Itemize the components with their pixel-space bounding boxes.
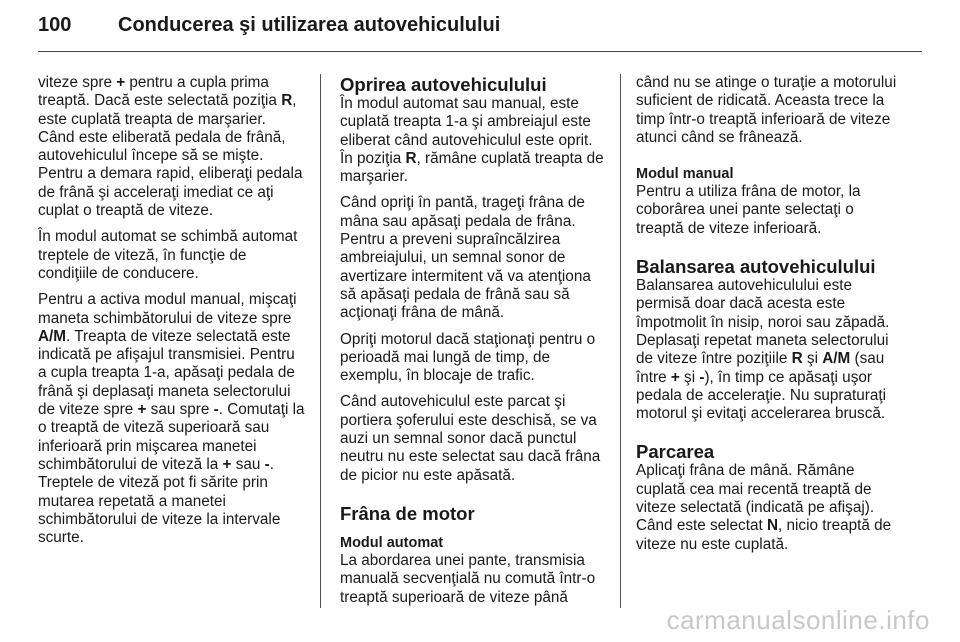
- paragraph: viteze spre + pentru a cupla prima treaptă. Dacă este selectată poziţia R, este cuplată treapta de marşarier. Când este eliberată pedala de frână, autovehiculul începe să se mişte. Pentru a demara rapid, eliberaţi pedala de frână şi acceleraţi imediat ce aţi cuplat o treaptă de viteze.: [38, 74, 303, 220]
- column-divider-1: [320, 74, 321, 608]
- paragraph: Opriţi motorul dacă staţionaţi pentru o perioadă mai lungă de timp, de exemplu, în blocaje de trafic.: [340, 330, 596, 385]
- section-heading-engine-brake: Frâna de motor: [340, 502, 475, 524]
- paragraph: Când opriţi în pantă, trageţi frâna de mâna sau apăsaţi pedala de frâna. Pentru a preveni supraîncălzirea ambreiajului, un semnal sonor de avertizare intermitent vă va atenţiona să apăsaţi pedala de frână sau să acţionaţi frâna de mână.: [340, 194, 591, 322]
- page-header: [38, 14, 922, 48]
- paragraph: când nu se atinge o turaţie a motorului suficient de ridicată. Aceasta trece la timp într-o treaptă inferioară de viteze atunci când se frânează.: [636, 74, 897, 146]
- page-number: 100: [38, 14, 72, 36]
- column-1: [38, 74, 306, 555]
- column-divider-2: [620, 74, 621, 608]
- subheading-manual-mode: Modul manual: [636, 166, 734, 183]
- paragraph: Pentru a activa modul manual, mişcaţi maneta schimbătorului de viteze spre A/M. Treapta de viteze selectată este indicată pe afişajul transmisiei. Pentru a cupla treapta 1-a, apăsaţi pedala de frână şi deplasaţi maneta selectorului de viteze spre + sau spre -. Comutaţi la o treaptă de viteză superioară sau inferioară prin mişcarea manetei schimbătorului de viteză la + sau -. Treptele de viteză pot fi sărite prin mutarea repetată a manetei schimbătorului de viteze la intervale scurte.: [38, 291, 305, 547]
- subheading-automatic-mode: Modul automat: [340, 534, 444, 551]
- section-heading-parking: Parcarea: [636, 441, 715, 463]
- section-heading-rocking: Balansarea autovehiculului: [636, 256, 876, 278]
- column-2: [340, 74, 608, 615]
- column-3: [636, 74, 904, 562]
- watermark: carmanualsonline.info: [666, 605, 930, 635]
- page-title: Conducerea şi utilizarea autovehiculului: [118, 14, 501, 36]
- paragraph: La abordarea unei pante, transmisia manuală secvenţială nu comută într-o treaptă superioară de viteze până: [340, 551, 596, 606]
- header-divider: [38, 51, 922, 52]
- section-heading-stopping: Oprirea autovehiculului: [340, 74, 547, 95]
- paragraph: În modul automat sau manual, este cuplată treapta 1-a şi ambreiajul este eliberat când autovehiculul este oprit. În poziţia R, rămâne cuplată treapta de marşarier.: [340, 95, 604, 186]
- paragraph: Balansarea autovehiculului este permisă doar dacă acesta este împotmolit în nisip, noroi sau zăpadă. Deplasaţi repetat maneta selectorului de viteze între poziţiile R şi A/M (sau între + şi -), în timp ce apăsaţi uşor pedala de acceleraţie. Nu supraturaţi motorul şi evitaţi accelerarea bruscă.: [636, 277, 890, 423]
- paragraph: În modul automat se schimbă automat treptele de viteză, în funcţie de condiţiile de conducere.: [38, 228, 298, 282]
- paragraph: Pentru a utiliza frâna de motor, la coborârea unei pante selectaţi o treaptă de viteze inferioară.: [636, 183, 861, 237]
- paragraph: Când autovehiculul este parcat şi portiera şoferului este deschisă, se va auzi un semnal sonor dacă punctul neutru nu este selectat sau dacă frâna de picior nu este apăsată.: [340, 393, 601, 484]
- paragraph: Aplicaţi frâna de mână. Rămâne cuplată cea mai recentă treaptă de viteze selectată (indicată pe afişaj). Când este selectat N, nicio treaptă de viteze nu este cuplată.: [636, 462, 892, 553]
